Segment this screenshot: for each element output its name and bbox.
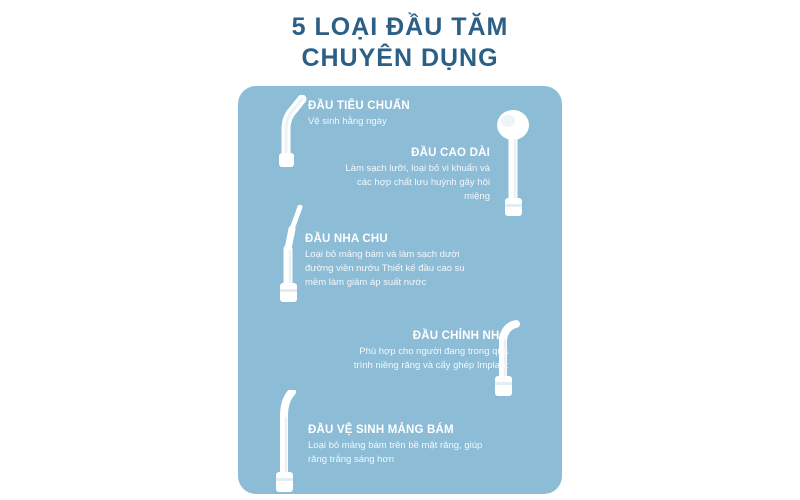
- list-item: [305, 233, 485, 289]
- page-title-line-1: 5 LOẠI ĐẦU TĂM: [291, 13, 509, 41]
- list-item: [308, 424, 498, 467]
- list-item: [338, 330, 508, 373]
- list-item: [330, 147, 490, 203]
- item-description: Phù hợp cho người đang trong quá trình niềng răng và cấy ghép Implant: [353, 346, 508, 371]
- item-description: Loại bỏ mảng bám và làm sạch dưới đường viền nướu Thiết kế đầu cao su mềm làm giảm áp suất nước: [305, 249, 465, 288]
- item-heading: ĐẦU TIÊU CHUẨN: [308, 100, 410, 112]
- page-title: [0, 0, 800, 75]
- item-heading: ĐẦU CHỈNH NHA: [412, 330, 508, 342]
- item-description: Loại bỏ mảng bám trên bề mặt răng, giúp răng trắng sáng hơn: [308, 440, 483, 465]
- list-item: [308, 100, 468, 129]
- item-heading: ĐẦU VỆ SINH MẢNG BÁM: [308, 424, 454, 436]
- item-heading: ĐẦU NHA CHU: [305, 233, 388, 245]
- item-description: Vệ sinh hằng ngày: [308, 116, 387, 127]
- tongue-cleaner-tip-icon: [486, 108, 542, 218]
- item-heading: ĐẦU CAO DÀI: [411, 147, 490, 159]
- item-description: Làm sạch lưỡi, loại bỏ vi khuẩn và các hợp chất lưu huỳnh gây hôi miệng: [345, 163, 490, 202]
- page-title-line-2: CHUYÊN DỤNG: [301, 44, 499, 73]
